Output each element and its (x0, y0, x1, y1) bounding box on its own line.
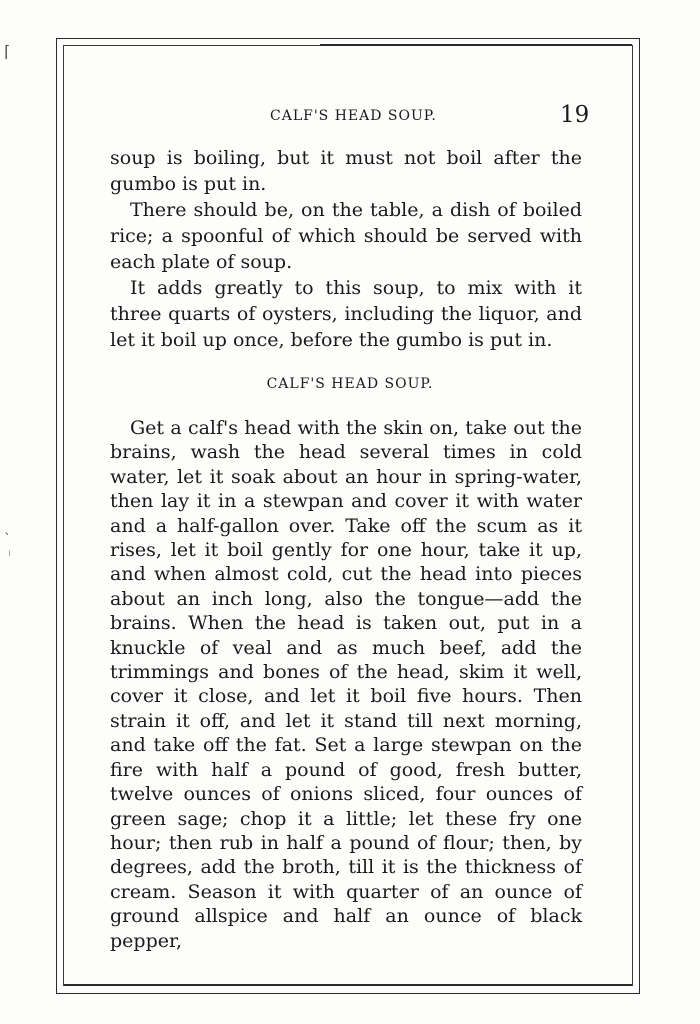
margin-tick-mark: ı (8, 548, 11, 559)
paragraph: soup is boiling, but it must not boil after the gumbo is put in. (110, 147, 582, 195)
recipe-text-block (110, 416, 582, 953)
running-head: CALF'S HEAD SOUP. (270, 108, 437, 124)
paragraph: It adds greatly to this soup, to mix with it three quarts of oysters, including the liquor, and let it boil up once, before the gumbo is put in. (110, 277, 582, 351)
continued-text-block (110, 145, 582, 353)
page-number: 19 (560, 102, 590, 128)
margin-tick-mark: ˋ (4, 532, 11, 548)
paragraph: There should be, on the table, a dish of boiled rice; a spoonful of which should be served with each plate of soup. (110, 199, 582, 273)
paragraph: Get a calf's head with the skin on, take out the brains, wash the head several times in cold water, let it soak about an hour in spring-water, then lay it in a stewpan and cover it with water and a half-gallon over. Take off the scum as it rises, let it boil gently for one hour, take it up, and when almost cold, cut the head into pieces about an inch long, also the tongue—add the brains. When the head is taken out, put in a knuckle of veal and as much beef, add the trimmings and bones of the head, skim it well, cover it close, and let it boil five hours. Then strain it off, and let it stand till next morning, and take off the fat. Set a large stewpan on the fire with half a pound of good, fresh butter, twelve ounces of onions sliced, four ounces of green sage; chop it a little; let these fry one hour; then rub in half a pound of flour; then, by degrees, add the broth, till it is the thickness of cream. Season it with quarter of an ounce of ground allspice and half an ounce of black pepper, (110, 417, 582, 952)
border-top-rule (320, 44, 632, 46)
section-heading: CALF'S HEAD SOUP. (266, 376, 434, 392)
margin-tick-mark: ⌈ (4, 42, 11, 61)
border-bottom-rule (64, 984, 632, 986)
